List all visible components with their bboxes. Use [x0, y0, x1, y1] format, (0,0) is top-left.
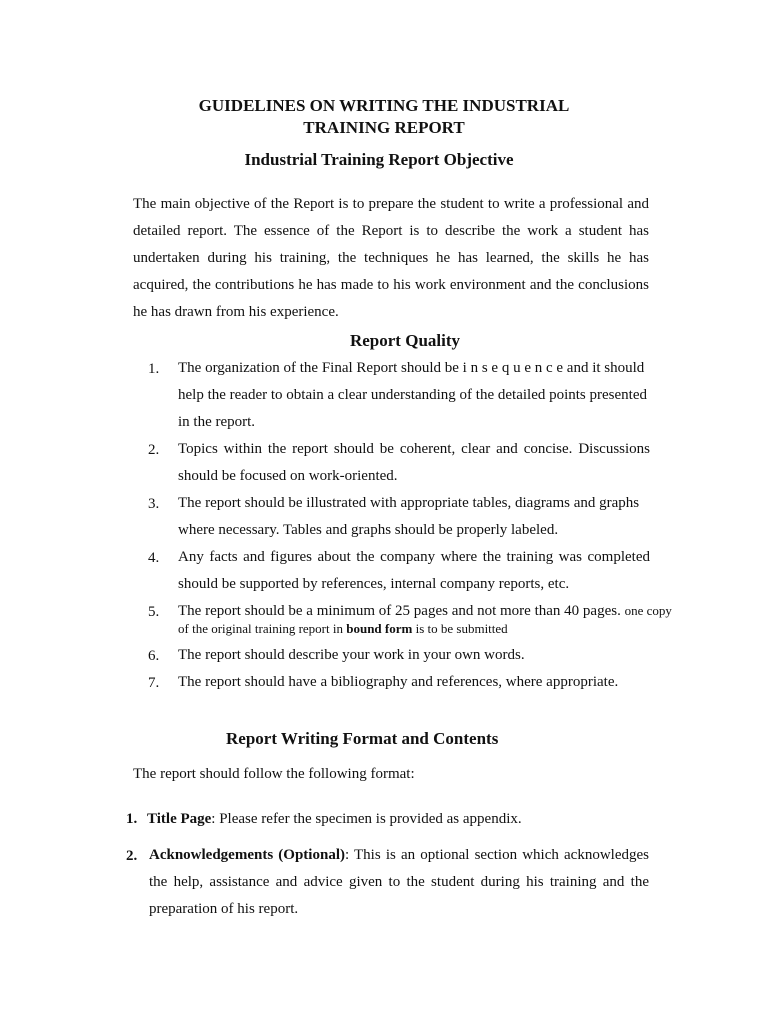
document-title-line-2: TRAINING REPORT — [303, 118, 465, 137]
format-item-2-label: Acknowledgements (Optional) — [149, 847, 345, 863]
format-item-1-text: : Please refer the specimen is provided as appendix. — [211, 811, 522, 827]
format-item-2 — [149, 842, 649, 923]
quality-item-5-number: 5. — [148, 604, 160, 620]
quality-item-2-number: 2. — [148, 442, 160, 458]
quality-heading: Report Quality — [349, 331, 461, 350]
quality-item-1-number: 1. — [148, 361, 160, 377]
quality-item-4-text: Any facts and figures about the company where the training was completed should be supported by references, internal company reports, etc. — [178, 549, 650, 592]
quality-item-6-number: 6. — [148, 648, 160, 664]
quality-item-5-extra-a: one copy — [624, 603, 672, 618]
document-title-line-1: GUIDELINES ON WRITING THE INDUSTRIAL — [198, 96, 570, 115]
quality-item-5-extra-b: of the original training report in — [178, 621, 343, 636]
quality-item-5-main: The report should be a minimum of 25 pages and not more than 40 pages. — [178, 603, 621, 619]
format-item-1-label: Title Page — [147, 811, 212, 827]
quality-item-5-continuation — [178, 621, 508, 637]
quality-item-2-text: Topics within the report should be coherent, clear and concise. Discussions should be focused on work-oriented. — [178, 441, 650, 484]
format-item-1 — [147, 811, 522, 828]
format-item-2-number: 2. — [126, 848, 138, 864]
quality-item-4-number: 4. — [148, 550, 160, 566]
quality-item-5-bound-form: bound form — [346, 621, 413, 636]
quality-item-1-text: The organization of the Final Report should be i n s e q u e n c e and it should help the reader to obtain a clear understanding of the detailed points presented in the report. — [178, 360, 647, 430]
format-item-2-text: : This is an optional section which acknowledges the help, assistance and advice given to the student during his training and the preparation of his report. — [149, 847, 649, 917]
format-intro: The report should follow the following format: — [133, 766, 415, 782]
quality-item-5-extra-c: is to be submitted — [415, 621, 508, 636]
quality-item-7-number: 7. — [148, 675, 160, 691]
objective-paragraph: The main objective of the Report is to prepare the student to write a professional and detailed report. The essence of the Report is to describe the work a student has undertaken during his training, the techniques he has learned, the skills he has acquired, the contributions he has made to his work environment and the conclusions he has drawn from his experience. — [133, 196, 649, 320]
quality-item-3-text: The report should be illustrated with appropriate tables, diagrams and graphs where necessary. Tables and graphs should be properly labeled. — [178, 495, 640, 538]
objective-heading: Industrial Training Report Objective — [244, 150, 514, 169]
quality-item-7-text: The report should have a bibliography and references, where appropriate. — [178, 674, 619, 690]
quality-item-6-text: The report should describe your work in your own words. — [178, 647, 525, 663]
format-heading: Report Writing Format and Contents — [226, 729, 499, 748]
format-item-1-number: 1. — [126, 811, 138, 827]
quality-item-3-number: 3. — [148, 496, 160, 512]
quality-item-5-text — [178, 603, 672, 620]
